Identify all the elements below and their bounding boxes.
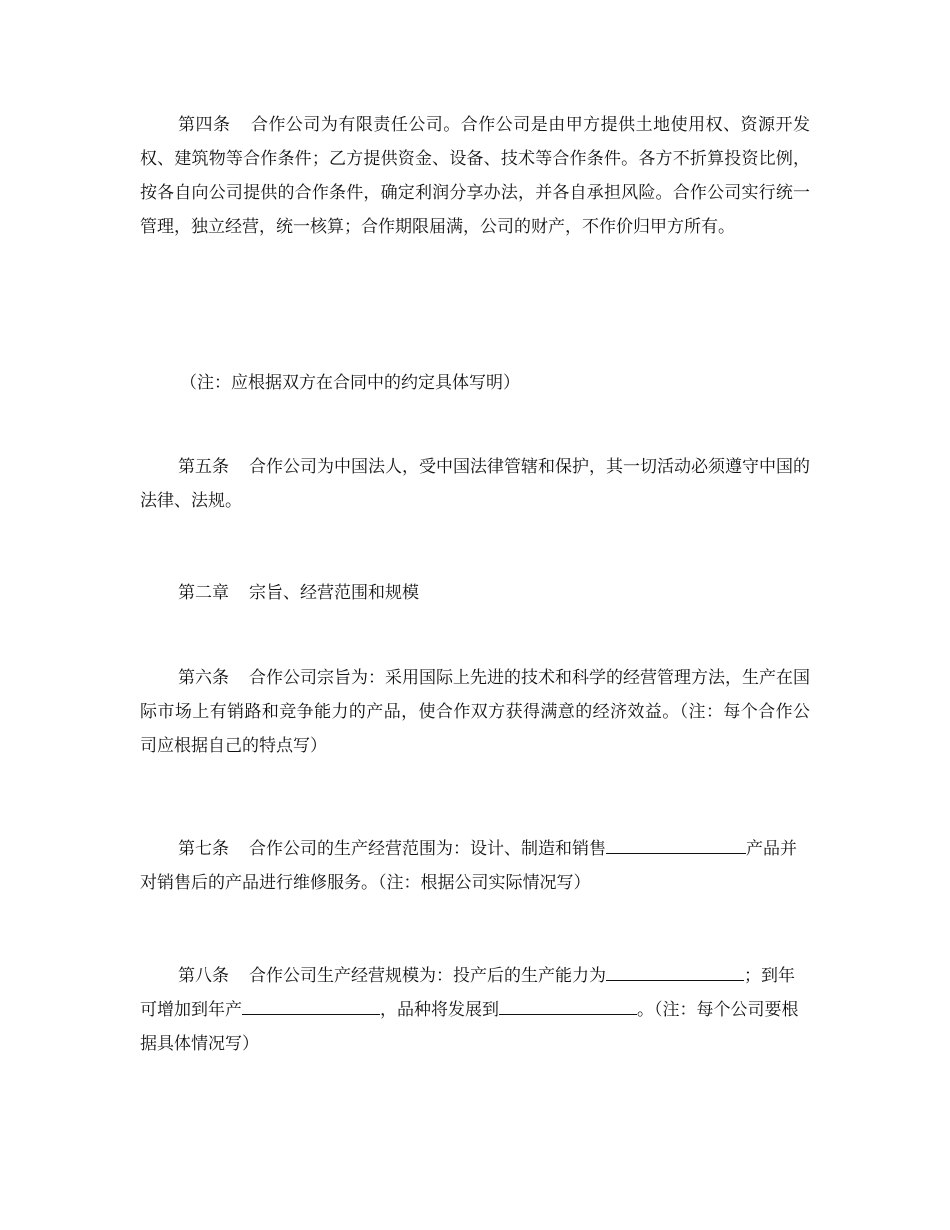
- chapter-2-label: 第二章: [178, 583, 229, 603]
- article-7-text-after: 产品并对销售后的产品进行维修服务。（注：根据公司实际情况写）: [140, 839, 797, 893]
- chapter-2-title: 宗旨、经营范围和规模: [249, 583, 419, 603]
- article-6-text: 合作公司宗旨为：采用国际上先进的技术和科学的经营管理方法，生产在国际市场上有销路和竞争能力的产品，使合作双方获得满意的经济效益。（注：每个合作公司应根据自己的特点写）: [140, 668, 810, 756]
- article-5-label: 第五条: [178, 457, 229, 477]
- capacity-blank-line: [606, 960, 744, 981]
- article-7-label: 第七条: [178, 839, 229, 859]
- variety-blank-line: [499, 994, 637, 1015]
- annual-output-blank-line: [242, 994, 380, 1015]
- article-8-text-2: ；到年可增加到年产: [140, 966, 795, 1020]
- article-5: [140, 450, 810, 518]
- article-7: [140, 832, 810, 900]
- article-5-text: 合作公司为中国法人，受中国法律管辖和保护，其一切活动必须遵守中国的法律、法规。: [140, 457, 810, 511]
- article-6: [140, 661, 810, 763]
- chapter-2-heading: [140, 576, 810, 610]
- article-8-text-4: 。（注：每个公司要根据具体情况写）: [140, 1000, 799, 1054]
- product-blank-line: [606, 833, 746, 854]
- article-7-text-before: 合作公司的生产经营范围为：设计、制造和销售: [249, 839, 606, 859]
- article-6-label: 第六条: [178, 668, 229, 688]
- article-8-text-3: ，品种将发展到: [380, 1000, 499, 1020]
- article-8-text-1: 合作公司生产经营规模为：投产后的生产能力为: [249, 966, 606, 986]
- note-1: （注：应根据双方在合同中的约定具体写明）: [180, 373, 520, 393]
- article-4-label: 第四条: [178, 115, 231, 135]
- article-8-label: 第八条: [178, 966, 229, 986]
- article-4: [140, 108, 810, 244]
- article-8: [140, 959, 810, 1061]
- article-4-text: 合作公司为有限责任公司。合作公司是由甲方提供土地使用权、资源开发权、建筑物等合作条件；乙方提供资金、设备、技术等合作条件。各方不折算投资比例，按各自向公司提供的合作条件，确定利润分享办法，并各自承担风险。合作公司实行统一管理，独立经营，统一核算；合作期限届满，公司的财产，不作价归甲方所有。: [140, 115, 811, 237]
